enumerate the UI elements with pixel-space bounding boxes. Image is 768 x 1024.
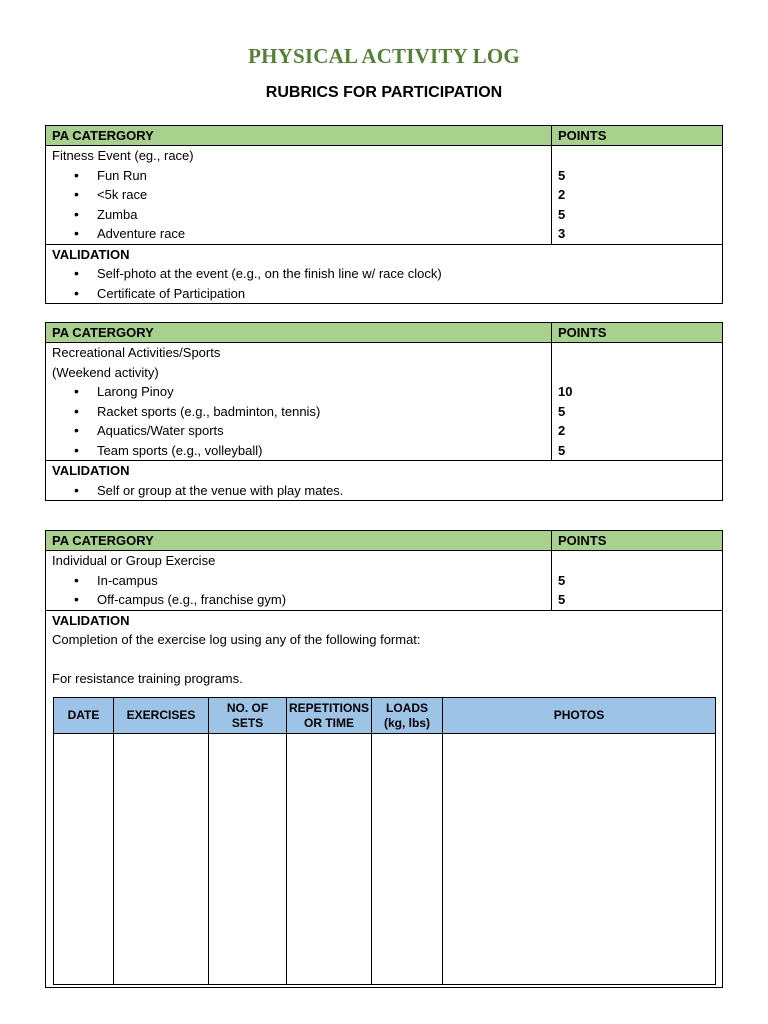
log-cell-sets[interactable] (209, 734, 287, 985)
points-header: POINTS (552, 531, 723, 551)
points-value: 5 (558, 206, 566, 222)
page-title: PHYSICAL ACTIVITY LOG (248, 44, 520, 68)
list-item: • Fun Run (52, 166, 545, 186)
validation-label: VALIDATION (52, 463, 130, 478)
category-header: PA CATERGORY (46, 531, 552, 551)
points-cell (552, 146, 723, 245)
validation-item: • Self-photo at the event (e.g., on the finish line w/ race clock) (52, 264, 716, 284)
points-cell (552, 343, 723, 461)
validation-cell (46, 461, 723, 501)
category-name: Individual or Group Exercise (52, 553, 216, 568)
points-header: POINTS (552, 126, 723, 146)
log-header-date: DATE (54, 698, 114, 734)
category-cell (46, 146, 552, 245)
format-label: For resistance training programs. (52, 670, 243, 686)
list-item: • Off-campus (e.g., franchise gym) (52, 590, 545, 610)
list-item: • Racket sports (e.g., badminton, tennis) (52, 402, 545, 422)
category-name: Recreational Activities/Sports (52, 345, 221, 360)
exercise-log-table (53, 697, 716, 985)
points-cell (552, 551, 723, 611)
points-header: POINTS (552, 323, 723, 343)
recreational-activities-table (45, 322, 723, 501)
log-header-reps: REPETITIONS OR TIME (287, 698, 372, 734)
list-item: • Team sports (e.g., volleyball) (52, 441, 545, 461)
fitness-event-table (45, 125, 723, 304)
validation-cell (46, 610, 723, 988)
list-item: • Aquatics/Water sports (52, 421, 545, 441)
category-cell (46, 343, 552, 461)
log-header-photos: PHOTOS (443, 698, 716, 734)
log-header-sets: NO. OF SETS (209, 698, 287, 734)
list-item: • In-campus (52, 571, 545, 591)
category-header: PA CATERGORY (46, 126, 552, 146)
validation-item: • Certificate of Participation (52, 284, 716, 304)
individual-group-exercise-table (45, 530, 723, 988)
points-value: 5 (558, 572, 566, 588)
points-value: 5 (558, 167, 566, 183)
list-item: • Adventure race (52, 224, 545, 244)
log-cell-reps[interactable] (287, 734, 372, 985)
log-cell-loads[interactable] (372, 734, 443, 985)
points-value: 3 (558, 226, 566, 241)
page-subtitle: RUBRICS FOR PARTICIPATION (265, 84, 503, 101)
validation-item: • Self or group at the venue with play mates. (52, 481, 716, 501)
log-header-loads: LOADS (kg, lbs) (372, 698, 443, 734)
validation-label: VALIDATION (52, 612, 130, 628)
category-header: PA CATERGORY (46, 323, 552, 343)
points-value: 5 (558, 592, 566, 607)
validation-text: Completion of the exercise log using any of the following format: (52, 632, 421, 647)
list-item: • Zumba (52, 205, 545, 225)
points-value: 2 (558, 423, 566, 438)
category-note: (Weekend activity) (52, 364, 159, 380)
points-value: 5 (558, 403, 566, 419)
category-name: Fitness Event (eg., race) (52, 148, 194, 163)
log-cell-date[interactable] (54, 734, 114, 985)
log-cell-exercises[interactable] (114, 734, 209, 985)
points-value: 5 (558, 442, 566, 458)
list-item: • <5k race (52, 185, 545, 205)
points-value: 2 (558, 187, 566, 202)
points-value: 10 (558, 384, 573, 399)
log-cell-photos[interactable] (443, 734, 716, 985)
list-item: • Larong Pinoy (52, 382, 545, 402)
validation-cell (46, 244, 723, 304)
validation-label: VALIDATION (52, 246, 130, 262)
log-header-exercises: EXERCISES (114, 698, 209, 734)
category-cell (46, 551, 552, 611)
